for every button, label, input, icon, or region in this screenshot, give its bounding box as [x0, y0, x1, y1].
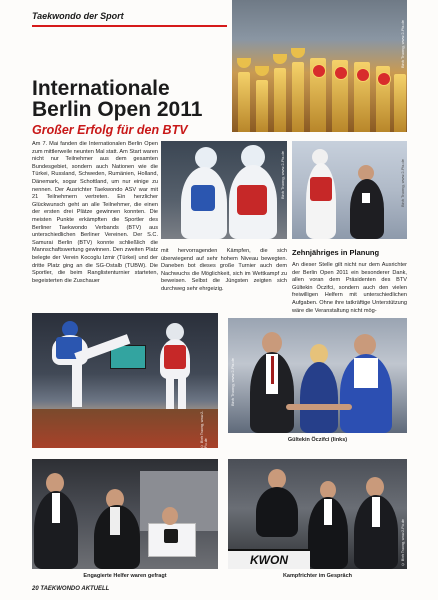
kwon-logo-text: KWON — [250, 553, 288, 567]
photo-handshake — [228, 318, 407, 433]
photo-credit: Binh Truong, www.2-Pix.de — [230, 358, 235, 407]
title-line-2: Berlin Open 2011 — [32, 98, 203, 121]
trophy-medal-icon — [312, 64, 326, 78]
section-heading: Zehnjähriges in Planung — [292, 248, 380, 257]
article-body-col3: An dieser Stelle gilt nicht nur dem Ausrichter der Berlin Open 2011 ein besonderer Dank, allen voran dem Präsidenten des BTV Gültekin Öczifci, sondern auch den vielen freiwilligen Helfern mit unterschiedlichen Aufgaben. Ohne ihre tatkräftige Unterstützung wäre die Veranstaltung nicht mög- — [292, 262, 407, 314]
photo-credit: Binh Truong, www.2-Pix.de — [280, 151, 285, 200]
photo-judges — [228, 459, 407, 569]
photo-credit: © Binh Truong, www.2-Pix.de — [401, 519, 405, 566]
photo-credit: © Binh Truong, www.2-Pix.de — [200, 410, 208, 448]
article-subtitle: Großer Erfolg für den BTV — [32, 123, 188, 137]
caption-helpers: Engagierte Helfer waren gefragt — [83, 573, 167, 579]
caption-judges: Kampfrichter im Gespräch — [282, 573, 353, 579]
photo-fighters — [161, 141, 287, 239]
photo-referee — [292, 141, 407, 239]
article-title — [32, 78, 227, 120]
photo-trophies — [232, 0, 407, 132]
article-body-col2: mit hervorragenden Kämpfen, die sich überwiegend auf sehr hohem Niveau bewegten. Daneben bot dieses große Turnier auch dem Nachwuchs die Möglichkeit, sich im Wettkampf zu beweisen. Selbst die Jüngsten zeigten sich durchweg sehr ehrgeizig. — [161, 248, 287, 292]
section-label: Taekwondo der Sport — [32, 11, 124, 21]
section-header — [32, 7, 227, 27]
page-number: 20 — [32, 586, 39, 592]
photo-helpers — [32, 459, 218, 569]
title-line-1: Internationale — [32, 77, 170, 100]
magazine-name: TAEKWONDO AKTUELL — [40, 586, 110, 592]
page-footer — [32, 586, 109, 592]
caption-guelt: Gültekin Öczifci (links) — [287, 437, 348, 443]
photo-credit: Binh Truong, www.2-Pix.de — [400, 159, 405, 208]
photo-credit: Binh Truong, www.2-Pix.de — [400, 20, 405, 69]
photo-kick — [32, 313, 218, 448]
kwon-sign — [228, 549, 310, 569]
article-body-col1: Am 7. Mai fanden die Internationalen Berlin Open zum mittlerweile neunten Mal statt. Am Start waren nicht nur Teilnehmer aus dem gesamten Bundesgebiet, sondern auch Nationen wie die Türkei, Russland, Schweden, Rumänien, Holland, Dänemark, sogar Schottland, um nur einige zu nennen. Der Ausrichter Taekwondo ASV war mit 21 Teilnehmern vertreten. Ein herzlicher Glückwunsch geht an alle Teilnehmer, die einen der ersten drei Plätze gewinnen konnten. Die meisten Punkte erkämpften die Sportler des Berliner Taekwondo Verbands (BTV) aus unterschiedlichen Berliner Vereinen. Der S.C. Samurai Berlin (BTV) konnte schließlich die Mannschaftswertung gewinnen. Den zweiten Platz belegte der Verein Kocoglu Izmir (Türkei) und der dritte Platz ging an die SG-Ostalb (TUBW). Die Sportler, die beim Ranglistenturnier starteten, begeisterten die Zuschauer — [32, 141, 158, 284]
